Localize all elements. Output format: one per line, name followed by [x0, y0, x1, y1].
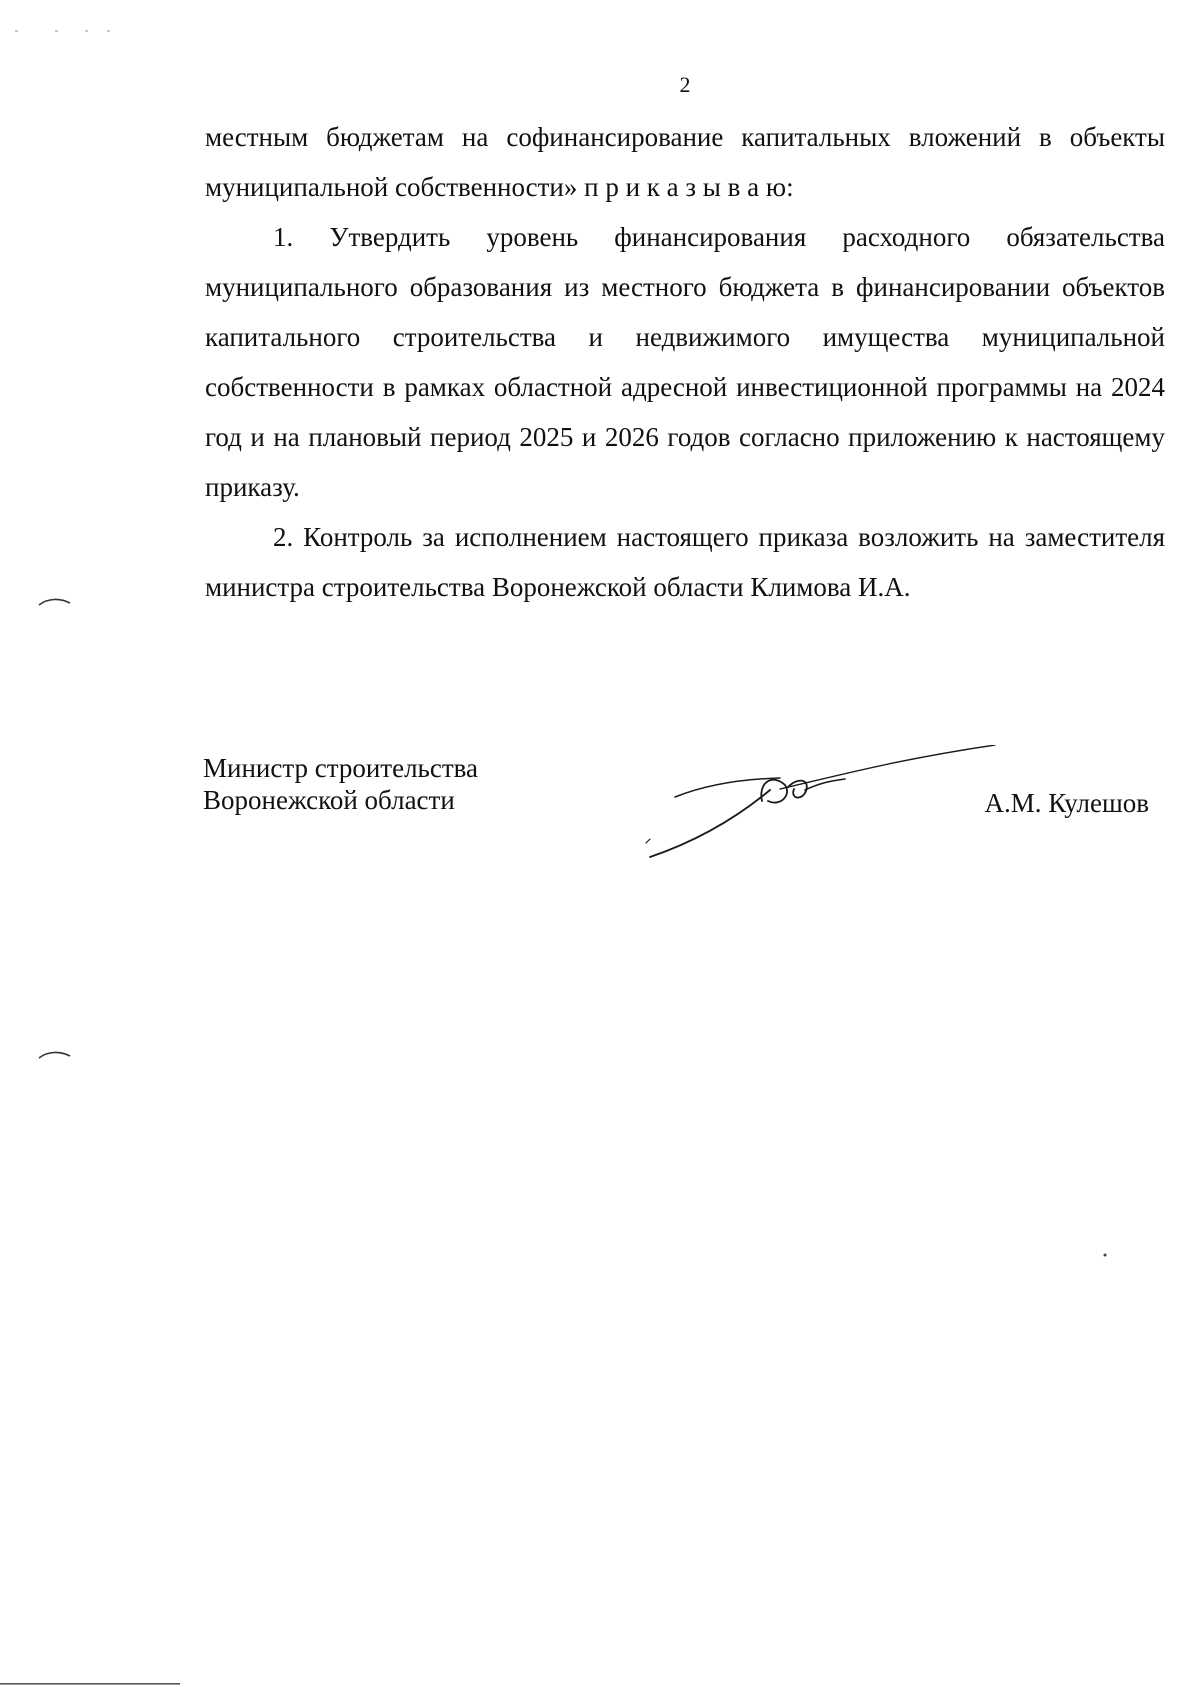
- scan-mark-left-1: [38, 595, 72, 607]
- handwritten-signature: [640, 745, 1010, 865]
- order-item-1: 1. Утвердить уровень финансирования расходного обязательства муниципального образования из местного бюджета в финансировании объектов капитального строительства и недвижимого имущества муниципальной собственности в рамках областной адресной инвестиционной программы на 2024 год и на плановый период 2025 и 2026 годов согласно приложению к настоящему приказу.: [205, 222, 1165, 502]
- scan-edge-bottom: [0, 1683, 180, 1686]
- signatory-title: [203, 752, 478, 816]
- intro-paragraph: [205, 112, 1165, 212]
- intro-text: местным бюджетам на софинансирование капитальных вложений в объекты муниципальной собственности»: [205, 122, 1165, 202]
- signatory-title-line1: Министр строительства: [203, 753, 479, 783]
- scan-mark-left-2: [38, 1048, 72, 1060]
- signatory-name: А.М. Кулешов: [984, 788, 1149, 818]
- page-number: 2: [679, 72, 691, 97]
- signatory-title-line2: Воронежской области: [203, 785, 455, 815]
- scan-dot: [1103, 1253, 1107, 1257]
- scan-mark-top-left: [15, 28, 115, 34]
- document-body: [205, 112, 1165, 612]
- intro-verb: п р и к а з ы в а ю:: [584, 172, 794, 202]
- order-item-2: 2. Контроль за исполнением настоящего приказа возложить на заместителя министра строительства Воронежской области Климова И.А.: [205, 522, 1165, 602]
